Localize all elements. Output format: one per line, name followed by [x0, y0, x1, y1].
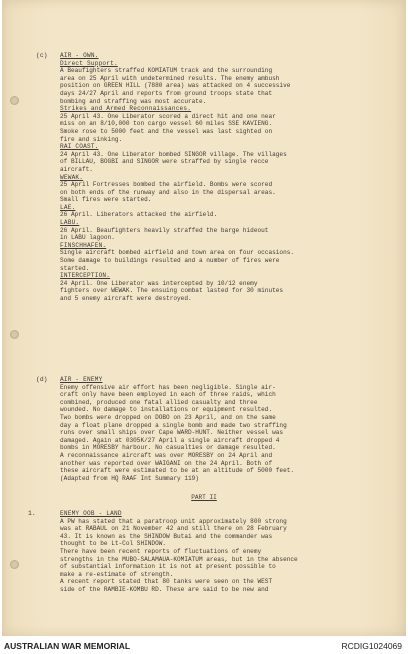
text-line: 24 April. One Liberator was intercepted by 10/12 enemy — [60, 279, 258, 287]
text-line: 26 April. Beaufighters heavily straffed the barge hideout — [60, 226, 269, 234]
subsection-heading: FINSCHHAFEN. — [60, 241, 107, 249]
text-line: was at RABAUL on 21 November 42 and still there on 28 February — [60, 525, 287, 533]
text-line: area on 25 April with undetermined results. The enemy ambush — [60, 74, 280, 82]
text-line: of BILLAU, BOGBI and SINGOR were straffed by single recce — [60, 158, 269, 166]
text-line: bombing and straffing was most accurate. — [60, 97, 207, 105]
text-line: in LABU lagoon. — [60, 234, 115, 242]
text-line: side of the RAMBIE-KOMBU RD. These are said to be new and — [60, 585, 269, 593]
text-line: strengths in the MUBO-SALAMAUA-KOMIATUM areas, but in the absence — [60, 555, 298, 563]
text-line: started. — [60, 264, 90, 272]
text-line: A Beaufighters straffed KOMIATUM track and the surrounding — [60, 67, 273, 75]
text-line: on both ends of the runway and also in the dispersal areas. — [60, 188, 276, 196]
text-line: 24 April 43. One Liberator bombed SINGOR village. The villages — [60, 150, 287, 158]
text-line: Some damage to buildings resulted and a number of fires were — [60, 257, 280, 265]
text-line: days 24/27 April and reports from ground troops state that — [60, 89, 273, 97]
text-line: make a re-estimate of strength. — [60, 570, 174, 578]
section-air-own — [60, 52, 394, 303]
document-text — [2, 0, 406, 636]
text-line: runs over small ships over Cape WARD-HUNT. Neither vessel was — [60, 429, 284, 437]
text-line: thought to be Lt-Col SHINDOW. — [60, 540, 167, 548]
part-heading: PART II — [191, 494, 217, 501]
footer-record-id: RCDIG1024069 — [341, 641, 402, 651]
subsection-heading: WEWAK. — [60, 173, 84, 181]
subsection-heading: RAI COAST. — [60, 143, 99, 151]
text-line: Enemy offensive air effort has been negligible. Single air- — [60, 383, 276, 391]
text-line: fighters over WEWAK. The ensuing combat lasted for 30 minutes — [60, 287, 284, 295]
text-line: day a float plane dropped a single bomb and made two straffing — [60, 421, 287, 429]
text-line: Smoke rose to 5000 feet and the vessel was last sighted on — [60, 127, 273, 135]
text-line: A recent report stated that 80 tanks were seen on the WEST — [60, 578, 273, 586]
text-line: Small fires were started. — [60, 196, 152, 204]
subsection-heading: INTERCEPTION. — [60, 272, 111, 280]
text-line: 26 April. Liberators attacked the airfield. — [60, 211, 218, 219]
section-marker-c: (c) — [36, 52, 48, 59]
text-line: A reconnaissance aircraft was over MORESBY on 24 April and — [60, 451, 273, 459]
section-marker-d: (d) — [36, 376, 48, 383]
text-line: of substantial information it is not at present possible to — [60, 563, 276, 571]
text-line: another was reported over WAIGANI on the 24 April. Both of — [60, 459, 273, 467]
subsection-heading: LABU. — [60, 219, 80, 227]
text-line: miss on an 8/10,000 ton cargo vessel 60 miles SSE KAVIENG. — [60, 120, 273, 128]
text-line: position on GREEN HILL (7880 area) was attacked on 4 successive — [60, 82, 291, 90]
text-line: 43. It is known as the SHINDOW Butai and the commander was — [60, 532, 273, 540]
text-line: wounded. No damage to installations or equipment resulted. — [60, 406, 273, 414]
text-line: Two bombs were dropped on DOBO on 23 April, and on the same — [60, 413, 276, 421]
section-heading: AIR - OWN. — [60, 52, 99, 59]
section-air-enemy — [60, 376, 394, 482]
text-line: Single aircraft bombed airfield and town area on four occasions. — [60, 249, 295, 257]
section-enemy-oob-land — [60, 510, 394, 594]
text-line: There have been recent reports of fluctuations of enemy — [60, 547, 262, 555]
text-line: and 5 enemy aircraft were destroyed. — [60, 295, 192, 302]
text-line: 25 April Fortresses bombed the airfield. Bombs were scored — [60, 181, 273, 189]
document-page — [2, 0, 406, 636]
footer-archive-name: AUSTRALIAN WAR MEMORIAL — [4, 641, 131, 651]
subsection-heading: Direct Support. — [60, 59, 118, 67]
text-line: craft only have been employed in each of three raids, which — [60, 391, 276, 399]
section-heading: AIR - ENEMY — [60, 376, 103, 383]
text-line: (Adapted from HQ RAAF Int Summary 119) — [60, 474, 199, 482]
text-line: these aircraft were estimated to be at an altitude of 5000 feet. — [60, 467, 295, 475]
subsection-heading: Strikes and Armed Reconnaissances. — [60, 105, 192, 113]
section-heading: ENEMY OOB - LAND — [60, 510, 122, 517]
text-line: combined, produced one fatal allied casualty and three — [60, 398, 258, 406]
subsection-heading: LAE. — [60, 203, 76, 211]
section-marker-1: 1. — [28, 510, 36, 517]
text-line: bombs in MORESBY harbour. No casualties or damage resulted. — [60, 444, 276, 452]
text-line: A PW has stated that a paratroop unit approximately 800 strong — [60, 517, 287, 525]
archive-footer — [0, 638, 408, 654]
text-line: 25 April 43. One Liberator scored a direct hit and one near — [60, 112, 276, 120]
text-line: aircraft. — [60, 165, 93, 173]
text-line: damaged. Again at 0305K/27 April a single aircraft dropped 4 — [60, 436, 280, 444]
text-line: fire and sinking. — [60, 135, 123, 143]
